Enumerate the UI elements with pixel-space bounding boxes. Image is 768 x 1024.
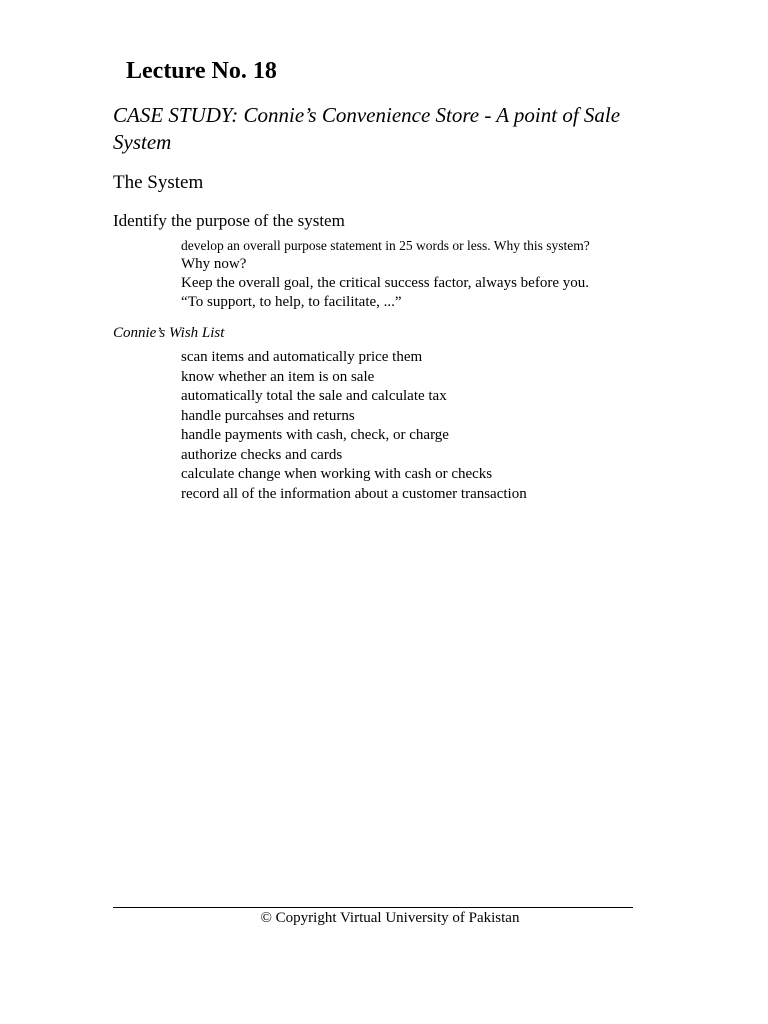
wish-list-item: scan items and automatically price them: [181, 349, 423, 365]
wish-list-item: calculate change when working with cash or checks: [181, 466, 493, 482]
wish-list-heading: Connie’s Wish List: [113, 325, 225, 341]
purpose-description: [181, 236, 641, 312]
lecture-title: Lecture No. 18: [126, 58, 277, 84]
wish-list-item: handle payments with cash, check, or charge: [181, 427, 449, 443]
purpose-line: develop an overall purpose statement in 25 words or less. Why this system?: [181, 238, 590, 253]
system-heading: The System: [113, 172, 204, 193]
wish-list-item: know whether an item is on sale: [181, 368, 375, 385]
wish-list-item: handle purcahses and returns: [181, 407, 355, 424]
footer-copyright: © Copyright Virtual University of Pakistan: [260, 910, 520, 926]
purpose-line: Keep the overall goal, the critical success factor, always before you.: [181, 275, 589, 291]
purpose-line: “To support, to help, to facilitate, ...”: [181, 294, 402, 310]
wish-list: [181, 348, 641, 504]
wish-list-item: authorize checks and cards: [181, 446, 343, 463]
wish-list-item: automatically total the sale and calculate tax: [181, 388, 447, 404]
case-study-title: CASE STUDY: Connie’s Convenience Store - A point of Sale System: [113, 103, 621, 154]
purpose-line: Why now?: [181, 256, 247, 272]
footer-divider: [113, 907, 633, 908]
wish-list-item: record all of the information about a customer transaction: [181, 485, 527, 502]
purpose-heading: Identify the purpose of the system: [113, 211, 345, 230]
